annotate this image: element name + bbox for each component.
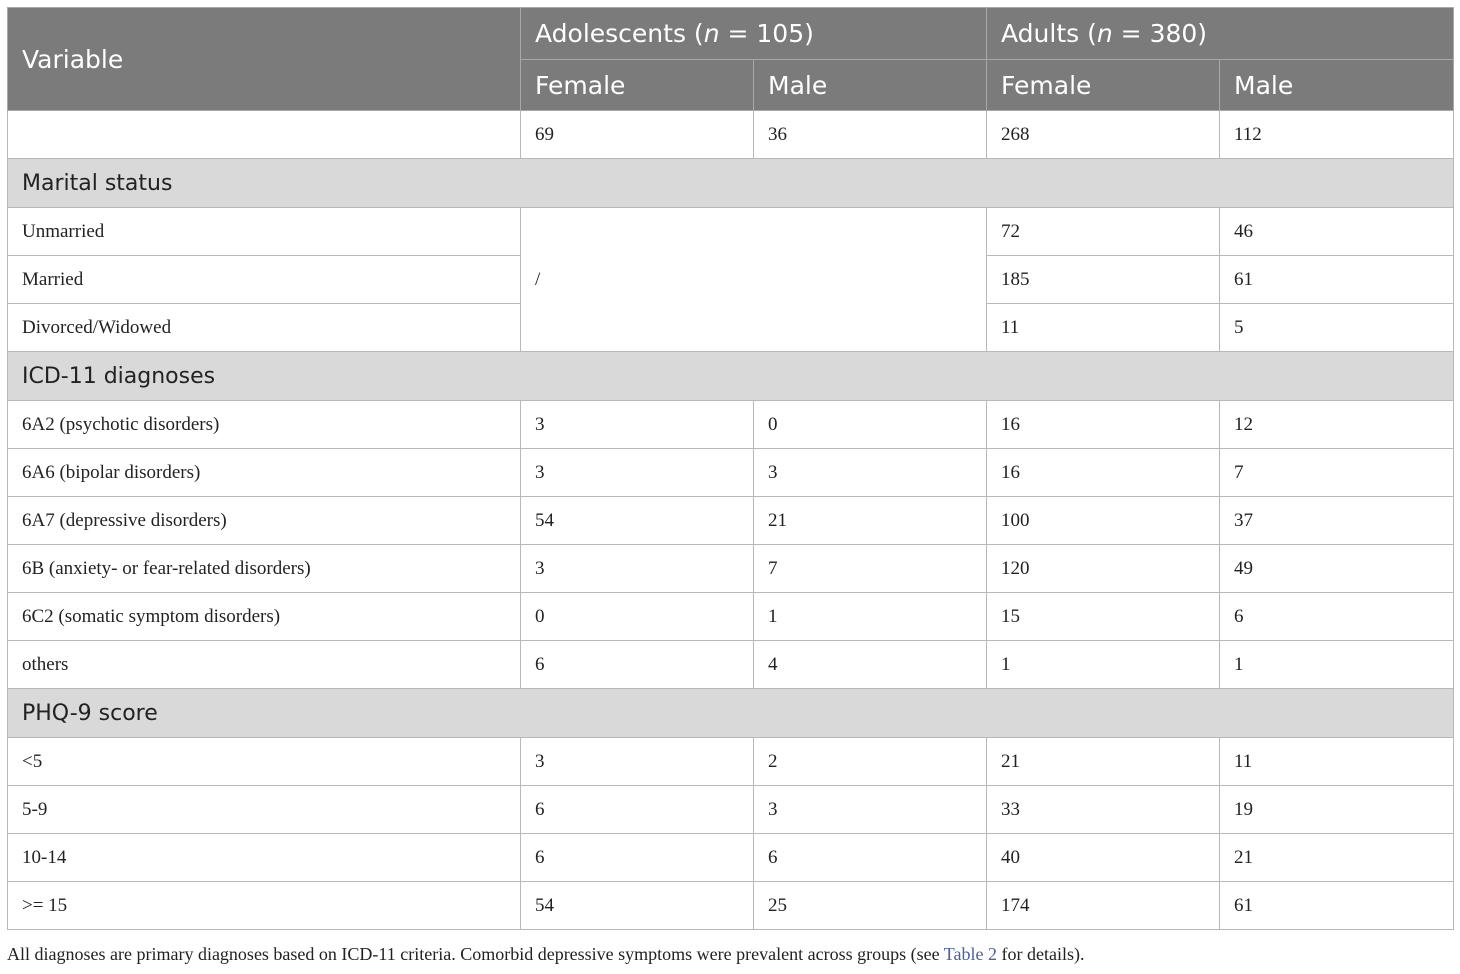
row-label: 6A7 (depressive disorders) (8, 497, 521, 545)
table-cell: 15 (987, 593, 1220, 641)
table-cell: 0 (521, 593, 754, 641)
section-row-phq (8, 689, 1454, 738)
header-adults: Adults (n = 380) (987, 8, 1454, 60)
table-cell: 19 (1220, 786, 1454, 834)
table-cell: 16 (987, 401, 1220, 449)
row-label: Unmarried (8, 208, 521, 256)
table-cell: 3 (521, 449, 754, 497)
footnote-text: All diagnoses are primary diagnoses based on ICD-11 criteria. Comorbid depressive symptoms were prevalent across groups (see (7, 944, 944, 964)
table-cell: 6 (521, 786, 754, 834)
table-cell: 46 (1220, 208, 1454, 256)
row-label: 6C2 (somatic symptom disorders) (8, 593, 521, 641)
table-cell: 1 (1220, 641, 1454, 689)
header-variable: Variable (8, 8, 521, 111)
table-cell: 54 (521, 497, 754, 545)
table-cell: 3 (754, 449, 987, 497)
table-cell: 4 (754, 641, 987, 689)
table-cell: 69 (521, 111, 754, 159)
section-title: Marital status (8, 159, 1454, 208)
table-row (8, 401, 1454, 449)
table-cell: 185 (987, 256, 1220, 304)
table-cell: 174 (987, 882, 1220, 930)
table-cell: 3 (521, 545, 754, 593)
table-cell: 33 (987, 786, 1220, 834)
row-label: 6A2 (psychotic disorders) (8, 401, 521, 449)
table-row (8, 786, 1454, 834)
table-cell: 268 (987, 111, 1220, 159)
table-cell: 7 (1220, 449, 1454, 497)
row-label: 6B (anxiety- or fear-related disorders) (8, 545, 521, 593)
demographics-table (7, 7, 1454, 930)
table-container (7, 7, 1453, 930)
table-cell: 6 (521, 641, 754, 689)
table-cell: 11 (987, 304, 1220, 352)
table-row (8, 593, 1454, 641)
section-title: PHQ-9 score (8, 689, 1454, 738)
table-cell: 25 (754, 882, 987, 930)
table-cell: 49 (1220, 545, 1454, 593)
section-row-marital (8, 159, 1454, 208)
row-label: others (8, 641, 521, 689)
table-2-link[interactable]: Table 2 (943, 944, 997, 964)
table-cell: 6 (754, 834, 987, 882)
row-label: Divorced/Widowed (8, 304, 521, 352)
table-cell: 0 (754, 401, 987, 449)
row-label: 5-9 (8, 786, 521, 834)
footnote-text-end: for details). (996, 944, 1085, 964)
table-cell: 5 (1220, 304, 1454, 352)
row-label: Married (8, 256, 521, 304)
table-cell: 61 (1220, 882, 1454, 930)
table-row (8, 545, 1454, 593)
table-row (8, 641, 1454, 689)
row-label: 10-14 (8, 834, 521, 882)
table-cell: 6 (1220, 593, 1454, 641)
table-cell: 54 (521, 882, 754, 930)
table-cell: 3 (521, 401, 754, 449)
table-cell: 21 (987, 738, 1220, 786)
header-adult-male: Male (1220, 60, 1454, 111)
table-cell: 112 (1220, 111, 1454, 159)
row-label: >= 15 (8, 882, 521, 930)
header-adolescent-male: Male (754, 60, 987, 111)
table-row (8, 449, 1454, 497)
table-row (8, 497, 1454, 545)
header-adolescents: Adolescents (n = 105) (521, 8, 987, 60)
section-row-icd (8, 352, 1454, 401)
table-cell: 61 (1220, 256, 1454, 304)
table-cell: 3 (521, 738, 754, 786)
table-footnote (7, 944, 1084, 965)
table-row (8, 882, 1454, 930)
table-cell: 37 (1220, 497, 1454, 545)
totals-row (8, 111, 1454, 159)
table-cell: 21 (1220, 834, 1454, 882)
table-cell: 1 (987, 641, 1220, 689)
table-cell: 2 (754, 738, 987, 786)
table-cell: 11 (1220, 738, 1454, 786)
table-cell: 36 (754, 111, 987, 159)
table-row (8, 208, 1454, 256)
table-row (8, 738, 1454, 786)
row-label: <5 (8, 738, 521, 786)
table-cell: 12 (1220, 401, 1454, 449)
totals-label (8, 111, 521, 159)
table-row (8, 834, 1454, 882)
table-cell: 1 (754, 593, 987, 641)
table-cell: 3 (754, 786, 987, 834)
header-adolescent-female: Female (521, 60, 754, 111)
table-cell: 6 (521, 834, 754, 882)
table-cell: 40 (987, 834, 1220, 882)
header-adult-female: Female (987, 60, 1220, 111)
table-cell: 16 (987, 449, 1220, 497)
table-cell: 7 (754, 545, 987, 593)
row-label: 6A6 (bipolar disorders) (8, 449, 521, 497)
table-cell: 100 (987, 497, 1220, 545)
table-cell: 72 (987, 208, 1220, 256)
table-cell: 120 (987, 545, 1220, 593)
table-cell: 21 (754, 497, 987, 545)
section-title: ICD-11 diagnoses (8, 352, 1454, 401)
not-applicable-cell: / (521, 208, 987, 352)
